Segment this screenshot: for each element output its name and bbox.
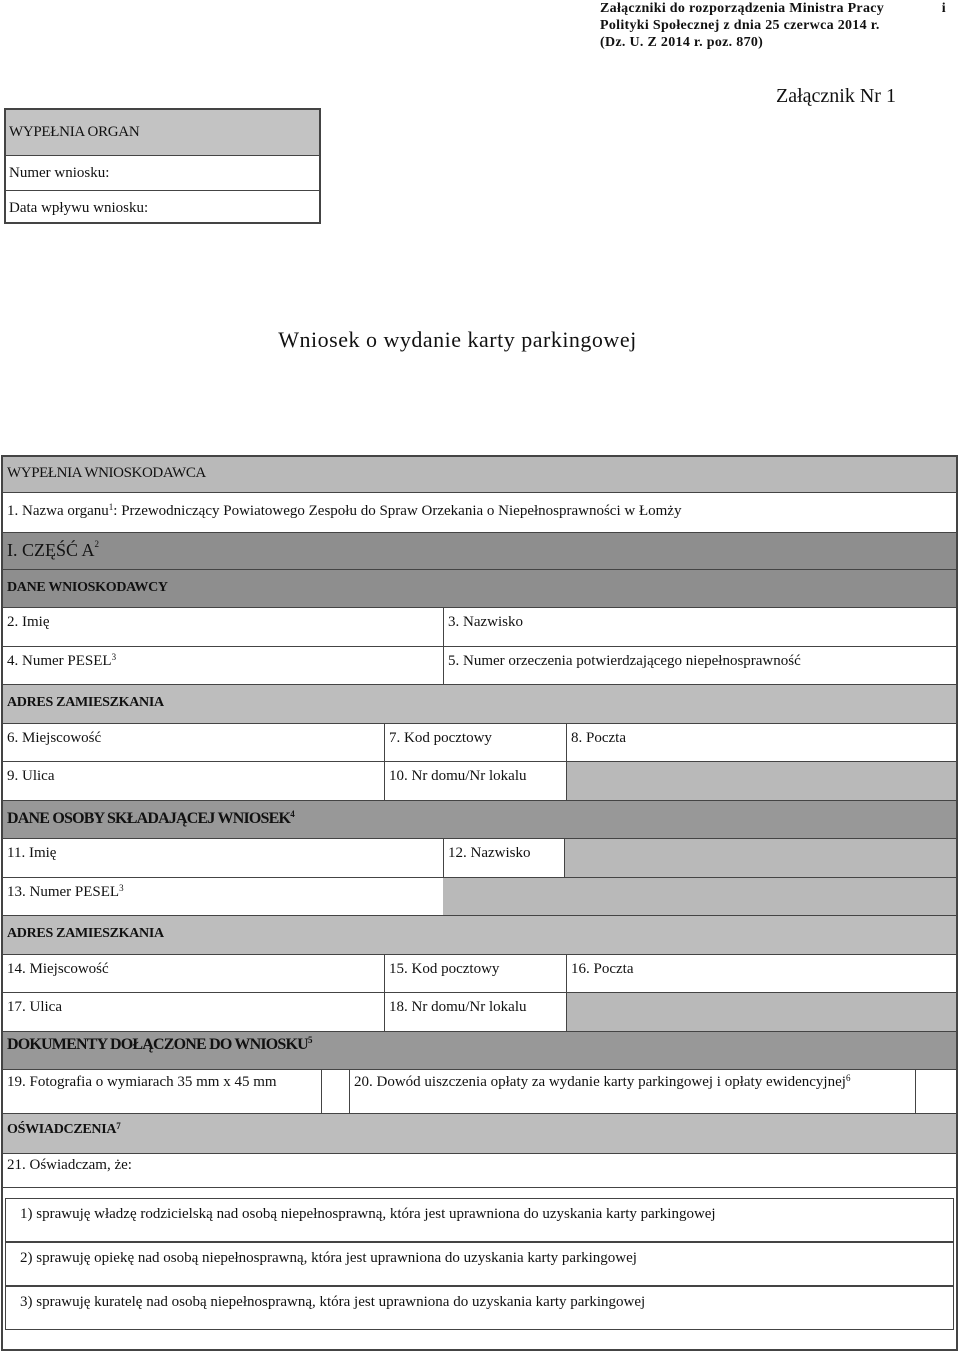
- regulation-note-line2: Polityki Społecznej z dnia 25 czerwca 2014 r.: [600, 18, 880, 33]
- section-applicant-fills: [3, 457, 956, 492]
- submitter-header: [3, 800, 956, 839]
- city-field[interactable]: 6. Miejscowość: [7, 729, 102, 746]
- postal-code-field[interactable]: 7. Kod pocztowy: [384, 724, 566, 762]
- statement-option-parental[interactable]: 1) sprawuję władzę rodzicielską nad osobą niepełnosprawną, która jest uprawniona do uzyskania karty parkingowej: [5, 1198, 954, 1242]
- regulation-note: [600, 0, 960, 51]
- statement-options: [3, 1187, 956, 1349]
- row-pesel: [3, 646, 956, 685]
- row-declaration: [3, 1153, 956, 1187]
- post-office-field[interactable]: 8. Poczta: [566, 724, 956, 762]
- street-field[interactable]: 9. Ulica: [7, 768, 55, 784]
- submitter-pesel-field[interactable]: 13. Numer PESEL$^3$: [7, 882, 124, 900]
- submitter-first-name-field[interactable]: 11. Imię: [7, 845, 57, 861]
- last-name-field[interactable]: 3. Nazwisko: [443, 608, 956, 646]
- row-submitter-name: [3, 838, 956, 877]
- row-name: [3, 607, 956, 646]
- statement-option-curator[interactable]: 3) sprawuję kuratelę nad osobą niepełnosprawną, która jest uprawniona do uzyskania karty parkingowej: [5, 1286, 954, 1330]
- photo-document-label: 19. Fotografia o wymiarach 35 mm x 45 mm: [7, 1074, 277, 1090]
- pesel-field[interactable]: 4. Numer PESEL$^3$: [7, 651, 117, 669]
- submitter-heading: DANE OSOBY SKŁADAJĄCEJ WNIOSEK$^4$: [7, 808, 294, 827]
- empty-cell: [564, 839, 956, 877]
- submitter-house-number-field[interactable]: 18. Nr domu/Nr lokalu: [384, 993, 566, 1031]
- organ-name-row: [3, 492, 956, 532]
- applicant-data-heading: DANE WNIOSKODAWCY: [7, 580, 168, 595]
- row-submitter-street: [3, 992, 956, 1031]
- applicant-data-header: [3, 569, 956, 607]
- documents-heading: DOKUMENTY DOŁĄCZONE DO WNIOSKU$^5$: [7, 1034, 312, 1053]
- part-a-title: I. CZĘŚĆ $A^2$: [7, 539, 100, 560]
- row-street: [3, 761, 956, 800]
- empty-cell: [566, 993, 956, 1031]
- row-city: [3, 723, 956, 762]
- fee-proof-label: 20. Dowód uiszczenia opłaty za wydanie karty parkingowej i opłaty ewidencyjnej$^6$: [349, 1070, 915, 1113]
- disability-certificate-field[interactable]: 5. Numer orzeczenia potwierdzającego niepełnosprawność: [443, 647, 956, 685]
- address-header-1: [3, 684, 956, 723]
- applicant-fills-heading: WYPEŁNIA WNIOSKODAWCA: [7, 465, 206, 481]
- application-number-field[interactable]: Numer wniosku:: [6, 155, 319, 190]
- submitter-last-name-field[interactable]: 12. Nazwisko: [443, 839, 564, 877]
- photo-checkbox[interactable]: [321, 1070, 349, 1113]
- submitter-street-field[interactable]: 17. Ulica: [7, 999, 62, 1015]
- row-documents: [3, 1069, 956, 1113]
- statements-header: [3, 1113, 956, 1153]
- submitter-postal-code-field[interactable]: 15. Kod pocztowy: [384, 955, 566, 993]
- documents-header: [3, 1031, 956, 1070]
- application-form: [1, 455, 958, 1351]
- declaration-label: 21. Oświadczam, że:: [7, 1157, 132, 1173]
- organ-box: [4, 108, 321, 224]
- submitter-city-field[interactable]: 14. Miejscowość: [7, 960, 109, 977]
- address-heading-1: ADRES ZAMIESZKANIA: [7, 695, 164, 710]
- part-a-header: [3, 532, 956, 569]
- statement-option-guardian[interactable]: 2) sprawuję opiekę nad osobą niepełnosprawną, która jest uprawniona do uzyskania karty parkingowej: [5, 1242, 954, 1286]
- row-submitter-city: [3, 954, 956, 993]
- address-heading-2: ADRES ZAMIESZKANIA: [7, 926, 164, 941]
- organ-name-field[interactable]: 1. Nazwa organu$^1$: Przewodniczący Powiatowego Zespołu do Spraw Orzekania o Niepełnosprawności w Łomży: [7, 502, 682, 519]
- house-number-field[interactable]: 10. Nr domu/Nr lokalu: [384, 762, 566, 800]
- receipt-date-field[interactable]: Data wpływu wniosku:: [6, 190, 319, 224]
- empty-cell: [566, 762, 956, 800]
- page-title: Wniosek o wydanie karty parkingowej: [278, 327, 637, 352]
- statements-heading: OŚWIADCZENIA$^7$: [7, 1121, 121, 1137]
- organ-box-heading: WYPEŁNIA ORGAN: [6, 110, 319, 155]
- first-name-field[interactable]: 2. Imię: [7, 614, 50, 630]
- row-submitter-pesel: [3, 877, 956, 916]
- regulation-note-line3: (Dz. U. Z 2014 r. poz. 870): [600, 35, 764, 50]
- submitter-post-office-field[interactable]: 16. Poczta: [566, 955, 956, 993]
- annex-label: Załącznik Nr 1: [776, 85, 896, 107]
- address-header-2: [3, 915, 956, 954]
- empty-cell: [443, 878, 956, 916]
- regulation-note-line1: Załączniki do rozporządzenia Ministra Pracy i: [600, 1, 946, 16]
- fee-proof-checkbox[interactable]: [915, 1070, 956, 1113]
